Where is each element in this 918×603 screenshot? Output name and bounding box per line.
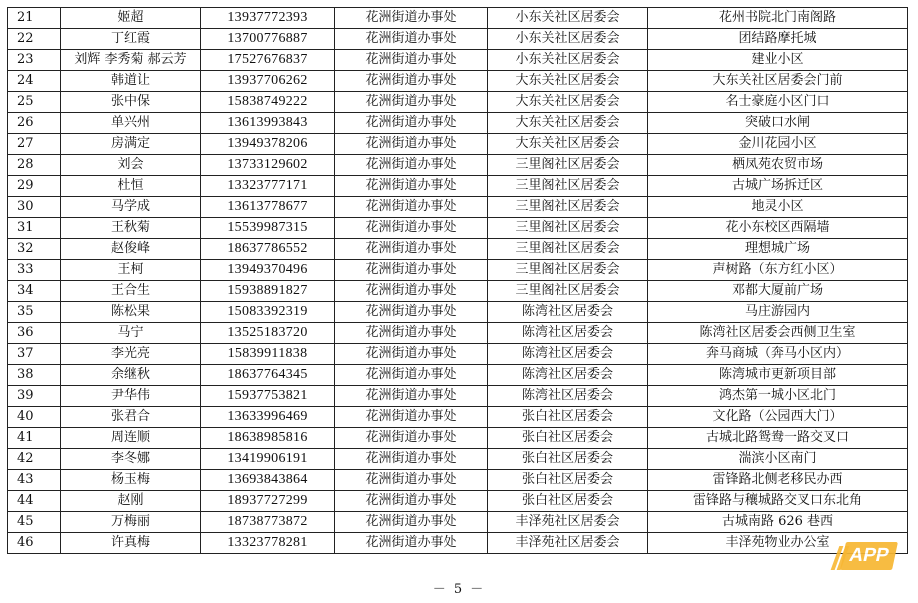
location-cell: 古城北路鸳鸯一路交叉口 — [648, 428, 908, 449]
office-cell: 花洲街道办事处 — [335, 407, 488, 428]
community-cell: 张白社区居委会 — [488, 428, 648, 449]
location-cell: 陈湾城市更新项目部 — [648, 365, 908, 386]
office-cell: 花洲街道办事处 — [335, 197, 488, 218]
name-cell: 周连顺 — [61, 428, 201, 449]
table-row — [8, 197, 908, 218]
community-cell: 陈湾社区居委会 — [488, 323, 648, 344]
office-cell: 花洲街道办事处 — [335, 512, 488, 533]
office-cell: 花洲街道办事处 — [335, 386, 488, 407]
phone-cell: 18638985816 — [201, 428, 335, 449]
name-cell: 李冬娜 — [61, 449, 201, 470]
location-cell: 雷锋路与穰城路交叉口东北角 — [648, 491, 908, 512]
community-cell: 张白社区居委会 — [488, 407, 648, 428]
name-cell: 许真梅 — [61, 533, 201, 554]
row-number-cell: 44 — [8, 491, 61, 512]
name-cell: 丁红霞 — [61, 29, 201, 50]
name-cell: 尹华伟 — [61, 386, 201, 407]
row-number-cell: 30 — [8, 197, 61, 218]
community-cell: 小东关社区居委会 — [488, 29, 648, 50]
name-cell: 房满定 — [61, 134, 201, 155]
community-cell: 大东关社区居委会 — [488, 113, 648, 134]
table-row — [8, 386, 908, 407]
location-cell: 栖凤苑农贸市场 — [648, 155, 908, 176]
name-cell: 赵俊峰 — [61, 239, 201, 260]
row-number-cell: 36 — [8, 323, 61, 344]
document-page — [7, 7, 907, 554]
location-cell: 文化路（公园西大门） — [648, 407, 908, 428]
community-cell: 三里阁社区居委会 — [488, 239, 648, 260]
table-row — [8, 134, 908, 155]
name-cell: 万梅丽 — [61, 512, 201, 533]
row-number-cell: 26 — [8, 113, 61, 134]
office-cell: 花洲街道办事处 — [335, 491, 488, 512]
table-body — [8, 8, 908, 554]
community-cell: 三里阁社区居委会 — [488, 260, 648, 281]
phone-cell: 15838749222 — [201, 92, 335, 113]
table-row — [8, 407, 908, 428]
row-number-cell: 27 — [8, 134, 61, 155]
table-row — [8, 512, 908, 533]
community-cell: 三里阁社区居委会 — [488, 281, 648, 302]
office-cell: 花洲街道办事处 — [335, 323, 488, 344]
phone-cell: 13693843864 — [201, 470, 335, 491]
table-row — [8, 176, 908, 197]
table-row — [8, 491, 908, 512]
table-row — [8, 470, 908, 491]
table-row — [8, 8, 908, 29]
badge-label: APP — [840, 542, 898, 570]
phone-cell: 13323778281 — [201, 533, 335, 554]
community-cell: 丰泽苑社区居委会 — [488, 533, 648, 554]
phone-cell: 13613778677 — [201, 197, 335, 218]
location-cell: 丰泽苑物业办公室 — [648, 533, 908, 554]
phone-cell: 13633996469 — [201, 407, 335, 428]
community-cell: 三里阁社区居委会 — [488, 218, 648, 239]
location-cell: 建业小区 — [648, 50, 908, 71]
community-cell: 大东关社区居委会 — [488, 134, 648, 155]
office-cell: 花洲街道办事处 — [335, 302, 488, 323]
office-cell: 花洲街道办事处 — [335, 155, 488, 176]
phone-cell: 13323777171 — [201, 176, 335, 197]
table-row — [8, 92, 908, 113]
table-row — [8, 533, 908, 554]
table-row — [8, 344, 908, 365]
table-row — [8, 281, 908, 302]
location-cell: 大东关社区居委会门前 — [648, 71, 908, 92]
row-number-cell: 38 — [8, 365, 61, 386]
community-cell: 大东关社区居委会 — [488, 71, 648, 92]
location-cell: 突破口水闸 — [648, 113, 908, 134]
page-number: － 5 － — [432, 582, 486, 597]
location-cell: 声树路（东方红小区） — [648, 260, 908, 281]
name-cell: 单兴州 — [61, 113, 201, 134]
office-cell: 花洲街道办事处 — [335, 281, 488, 302]
location-cell: 奔马商城（奔马小区内） — [648, 344, 908, 365]
name-cell: 张君合 — [61, 407, 201, 428]
location-cell: 花州书院北门南阁路 — [648, 8, 908, 29]
row-number-cell: 39 — [8, 386, 61, 407]
table-row — [8, 449, 908, 470]
office-cell: 花洲街道办事处 — [335, 113, 488, 134]
office-cell: 花洲街道办事处 — [335, 8, 488, 29]
name-cell: 余继秋 — [61, 365, 201, 386]
name-cell: 王柯 — [61, 260, 201, 281]
location-cell: 湍滨小区南门 — [648, 449, 908, 470]
row-number-cell: 31 — [8, 218, 61, 239]
name-cell: 杜恒 — [61, 176, 201, 197]
row-number-cell: 42 — [8, 449, 61, 470]
office-cell: 花洲街道办事处 — [335, 71, 488, 92]
location-cell: 名士豪庭小区门口 — [648, 92, 908, 113]
row-number-cell: 29 — [8, 176, 61, 197]
phone-cell: 18637764345 — [201, 365, 335, 386]
location-cell: 鸿杰第一城小区北门 — [648, 386, 908, 407]
phone-cell: 13733129602 — [201, 155, 335, 176]
row-number-cell: 22 — [8, 29, 61, 50]
table-row — [8, 71, 908, 92]
row-number-cell: 33 — [8, 260, 61, 281]
row-number-cell: 28 — [8, 155, 61, 176]
phone-cell: 15539987315 — [201, 218, 335, 239]
phone-cell: 18937727299 — [201, 491, 335, 512]
office-cell: 花洲街道办事处 — [335, 344, 488, 365]
location-cell: 团结路摩托城 — [648, 29, 908, 50]
community-cell: 小东关社区居委会 — [488, 8, 648, 29]
row-number-cell: 37 — [8, 344, 61, 365]
name-cell: 赵刚 — [61, 491, 201, 512]
office-cell: 花洲街道办事处 — [335, 533, 488, 554]
name-cell: 杨玉梅 — [61, 470, 201, 491]
table-row — [8, 218, 908, 239]
community-cell: 陈湾社区居委会 — [488, 386, 648, 407]
community-cell: 陈湾社区居委会 — [488, 302, 648, 323]
row-number-cell: 21 — [8, 8, 61, 29]
office-cell: 花洲街道办事处 — [335, 50, 488, 71]
location-cell: 马庄游园内 — [648, 302, 908, 323]
name-cell: 姬超 — [61, 8, 201, 29]
row-number-cell: 43 — [8, 470, 61, 491]
office-cell: 花洲街道办事处 — [335, 365, 488, 386]
location-cell: 古城南路 626 巷西 — [648, 512, 908, 533]
location-cell: 花小东校区西隔墙 — [648, 218, 908, 239]
row-number-cell: 46 — [8, 533, 61, 554]
community-cell: 张白社区居委会 — [488, 449, 648, 470]
phone-cell: 15937753821 — [201, 386, 335, 407]
office-cell: 花洲街道办事处 — [335, 176, 488, 197]
location-cell: 雷锋路北侧老移民办西 — [648, 470, 908, 491]
location-cell: 邓都大厦前广场 — [648, 281, 908, 302]
community-cell: 陈湾社区居委会 — [488, 344, 648, 365]
community-cell: 大东关社区居委会 — [488, 92, 648, 113]
phone-cell: 13613993843 — [201, 113, 335, 134]
community-cell: 丰泽苑社区居委会 — [488, 512, 648, 533]
office-cell: 花洲街道办事处 — [335, 29, 488, 50]
community-cell: 张白社区居委会 — [488, 491, 648, 512]
name-cell: 李光亮 — [61, 344, 201, 365]
name-cell: 马学成 — [61, 197, 201, 218]
phone-cell: 13949378206 — [201, 134, 335, 155]
table-row — [8, 260, 908, 281]
name-cell: 刘辉 李秀菊 郝云芳 — [61, 50, 201, 71]
contact-table — [7, 7, 908, 554]
row-number-cell: 34 — [8, 281, 61, 302]
table-row — [8, 239, 908, 260]
row-number-cell: 25 — [8, 92, 61, 113]
community-cell: 张白社区居委会 — [488, 470, 648, 491]
row-number-cell: 40 — [8, 407, 61, 428]
table-row — [8, 29, 908, 50]
name-cell: 刘会 — [61, 155, 201, 176]
table-row — [8, 365, 908, 386]
location-cell: 金川花园小区 — [648, 134, 908, 155]
community-cell: 三里阁社区居委会 — [488, 155, 648, 176]
phone-cell: 15938891827 — [201, 281, 335, 302]
location-cell: 古城广场拆迁区 — [648, 176, 908, 197]
row-number-cell: 41 — [8, 428, 61, 449]
name-cell: 王合生 — [61, 281, 201, 302]
phone-cell: 17527676837 — [201, 50, 335, 71]
community-cell: 陈湾社区居委会 — [488, 365, 648, 386]
name-cell: 王秋菊 — [61, 218, 201, 239]
phone-cell: 18738773872 — [201, 512, 335, 533]
name-cell: 陈松果 — [61, 302, 201, 323]
phone-cell: 15083392319 — [201, 302, 335, 323]
phone-cell: 13937772393 — [201, 8, 335, 29]
office-cell: 花洲街道办事处 — [335, 218, 488, 239]
location-cell: 理想城广场 — [648, 239, 908, 260]
office-cell: 花洲街道办事处 — [335, 239, 488, 260]
row-number-cell: 35 — [8, 302, 61, 323]
office-cell: 花洲街道办事处 — [335, 470, 488, 491]
phone-cell: 13700776887 — [201, 29, 335, 50]
table-row — [8, 428, 908, 449]
community-cell: 三里阁社区居委会 — [488, 176, 648, 197]
phone-cell: 18637786552 — [201, 239, 335, 260]
row-number-cell: 32 — [8, 239, 61, 260]
phone-cell: 13937706262 — [201, 71, 335, 92]
community-cell: 小东关社区居委会 — [488, 50, 648, 71]
table-row — [8, 323, 908, 344]
table-row — [8, 50, 908, 71]
phone-cell: 13949370496 — [201, 260, 335, 281]
office-cell: 花洲街道办事处 — [335, 134, 488, 155]
phone-cell: 13419906191 — [201, 449, 335, 470]
office-cell: 花洲街道办事处 — [335, 449, 488, 470]
table-row — [8, 302, 908, 323]
table-row — [8, 155, 908, 176]
location-cell: 地灵小区 — [648, 197, 908, 218]
row-number-cell: 24 — [8, 71, 61, 92]
name-cell: 张中保 — [61, 92, 201, 113]
phone-cell: 15839911838 — [201, 344, 335, 365]
name-cell: 马宁 — [61, 323, 201, 344]
phone-cell: 13525183720 — [201, 323, 335, 344]
location-cell: 陈湾社区居委会西侧卫生室 — [648, 323, 908, 344]
name-cell: 韩道让 — [61, 71, 201, 92]
row-number-cell: 45 — [8, 512, 61, 533]
office-cell: 花洲街道办事处 — [335, 260, 488, 281]
row-number-cell: 23 — [8, 50, 61, 71]
community-cell: 三里阁社区居委会 — [488, 197, 648, 218]
table-row — [8, 113, 908, 134]
office-cell: 花洲街道办事处 — [335, 92, 488, 113]
app-watermark-badge — [835, 540, 895, 572]
office-cell: 花洲街道办事处 — [335, 428, 488, 449]
